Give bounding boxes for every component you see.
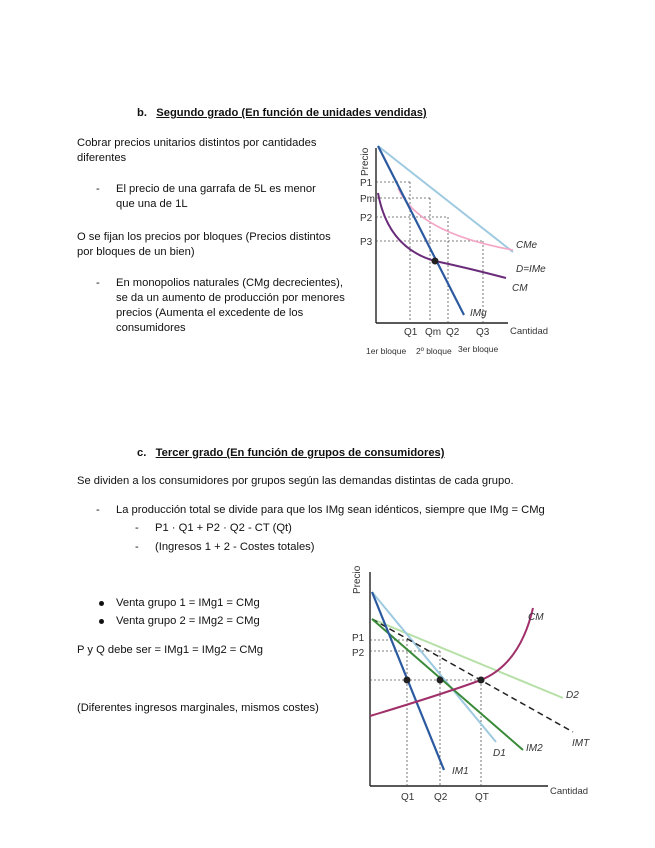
cme-label: CMe xyxy=(516,240,538,251)
section-c-item1-text: La producción total se divide para que los IMg sean idénticos, siempre que IMg = CMg xyxy=(116,504,545,516)
bullet-item-1 xyxy=(116,596,260,611)
cm-label: CM xyxy=(528,612,544,623)
dash-mark: - xyxy=(96,504,100,516)
section-b-item2 xyxy=(96,276,346,336)
second-degree-graph xyxy=(348,138,558,360)
section-c-sub1-text: P1 · Q1 + P2 · Q2 - CT (Qt) xyxy=(155,522,292,534)
d2-label: D2 xyxy=(566,690,579,701)
demand-label: D=IMe xyxy=(516,264,546,275)
qty-label-q2: Q2 xyxy=(434,792,448,803)
cm-label: CM xyxy=(512,283,528,294)
section-c-heading xyxy=(137,446,445,461)
section-b-heading xyxy=(137,106,427,121)
price-label-p1: P1 xyxy=(352,633,365,644)
imt-label: IMT xyxy=(572,738,590,749)
section-c-sub2-text: (Ingresos 1 + 2 - Costes totales) xyxy=(155,541,315,553)
intersection-point xyxy=(478,677,485,684)
qty-label-qm: Qm xyxy=(425,327,442,338)
qty-label-q1: Q1 xyxy=(401,792,415,803)
guide-lines xyxy=(376,182,483,323)
section-b-para2: O se fijan los precios por bloques (Precios distintos por bloques de un bien) xyxy=(77,231,331,259)
intersection-point xyxy=(432,258,439,265)
qty-label-q2: Q2 xyxy=(446,327,460,338)
block-label-3: 3er bloque xyxy=(458,344,499,354)
section-c-title: Tercer grado (En función de grupos de consumidores) xyxy=(155,447,445,459)
im1-label: IM1 xyxy=(452,766,469,777)
dash-mark: - xyxy=(96,183,100,195)
dash-mark: - xyxy=(96,277,100,289)
x-axis-label: Cantidad xyxy=(510,326,549,337)
qty-label-q1: Q1 xyxy=(404,327,418,338)
section-c-intro: Se dividen a los consumidores por grupos según las demandas distintas de cada grupo. xyxy=(77,475,514,487)
price-label-p2: P2 xyxy=(352,648,365,659)
im2-curve xyxy=(372,619,523,750)
section-c-note: (Diferentes ingresos marginales, mismos costes) xyxy=(77,702,319,714)
section-b-item1-text: El precio de una garrafa de 5L es menor que una de 1L xyxy=(116,183,316,211)
bullet-item-2 xyxy=(116,614,260,629)
d2-curve xyxy=(372,619,563,698)
guide-lines xyxy=(370,640,481,786)
bullet-dot xyxy=(99,619,104,624)
y-axis-label: Precio xyxy=(352,565,363,594)
img-label: IMg xyxy=(470,308,487,319)
block-label-2: 2º bloque xyxy=(416,346,452,356)
section-c-sub2 xyxy=(135,540,455,555)
cm-curve xyxy=(378,193,506,278)
cm-curve xyxy=(370,608,533,716)
d1-label: D1 xyxy=(493,748,506,759)
intersection-point xyxy=(404,677,411,684)
section-c-letter: c. xyxy=(137,447,147,459)
section-b-item1 xyxy=(96,182,331,212)
bullet-1-text: Venta grupo 1 = IMg1 = CMg xyxy=(116,597,260,609)
im2-label: IM2 xyxy=(526,743,543,754)
section-c-sub1 xyxy=(135,521,455,536)
bullet-dot xyxy=(99,601,104,606)
price-label-p2: P2 xyxy=(360,213,373,224)
price-label-p3: P3 xyxy=(360,237,373,248)
price-label-pm: Pm xyxy=(360,194,375,205)
dash-mark: - xyxy=(135,541,139,553)
third-degree-graph xyxy=(348,564,598,808)
qty-label-q3: Q3 xyxy=(476,327,490,338)
x-axis-label: Cantidad xyxy=(550,786,589,797)
section-b-title: Segundo grado (En función de unidades vendidas) xyxy=(156,107,427,119)
section-b-item2-text: En monopolios naturales (CMg decrecientes), se da un aumento de producción por menores precios (Aumenta el excedente de los consumidores xyxy=(116,277,345,335)
d1-curve xyxy=(372,592,496,742)
section-c-pq: P y Q debe ser = IMg1 = IMg2 = CMg xyxy=(77,644,264,656)
y-axis-label: Precio xyxy=(360,147,371,176)
section-b-letter: b. xyxy=(137,107,147,119)
bullet-2-text: Venta grupo 2 = IMg2 = CMg xyxy=(116,615,260,627)
section-b-para1: Cobrar precios unitarios distintos por cantidades diferentes xyxy=(77,137,317,165)
section-c-item1 xyxy=(96,503,596,518)
intersection-point xyxy=(437,677,444,684)
dash-mark: - xyxy=(135,522,139,534)
price-label-p1: P1 xyxy=(360,178,373,189)
qty-label-qt: QT xyxy=(475,792,489,803)
demand-curve xyxy=(378,146,513,252)
block-label-1: 1er bloque xyxy=(366,346,407,356)
